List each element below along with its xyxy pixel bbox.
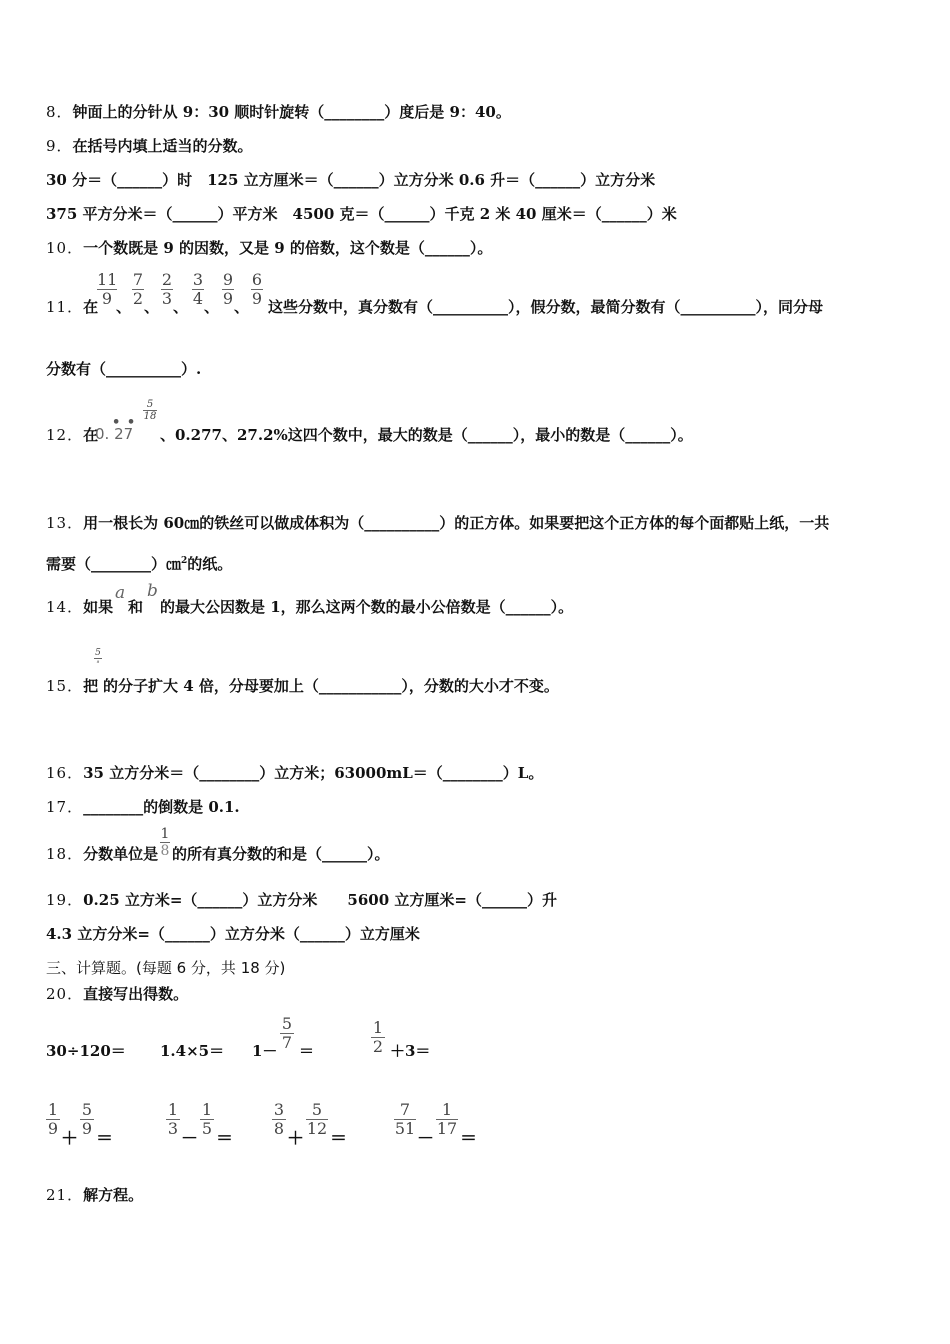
separator: 、 (204, 298, 220, 316)
question-13-continued (46, 551, 232, 574)
denominator: 4 (192, 289, 204, 308)
question-number: 17． (46, 798, 84, 816)
question-text: 在括号内填上适当的分数。 (72, 137, 253, 155)
equals-sign: ＝ (330, 1129, 347, 1149)
fraction-5-7 (280, 1015, 294, 1052)
question-number: 11． (46, 298, 84, 316)
numerator: 5 (146, 399, 154, 410)
variable-a: a (115, 583, 126, 603)
repeating-decimal: 0. 27 (95, 425, 134, 443)
fraction-5-9 (80, 1101, 94, 1138)
question-prefix: 分数单位是 (83, 845, 159, 863)
question-prefix: 把 (83, 677, 99, 695)
denominator: 17 (436, 1119, 458, 1138)
denominator: 9 (222, 289, 234, 308)
question-11 (46, 297, 98, 317)
numerator: 9 (222, 270, 234, 289)
numerator: 5 (311, 1100, 323, 1119)
fraction-2-3 (161, 271, 173, 308)
question-9 (46, 136, 253, 156)
question-14 (46, 597, 113, 617)
separator: 、 (173, 298, 189, 316)
fraction-6-9 (251, 271, 263, 308)
fraction-7-2 (132, 271, 144, 308)
fraction-1-8 (160, 826, 170, 859)
question-number: 19． (46, 891, 84, 909)
question-text: 用一根长为 60㎝的铁丝可以做成体积为（__________）的正方体。如果要把这个正方体的每个面都贴上纸，一共 (83, 514, 830, 532)
question-number: 9． (46, 137, 73, 155)
denominator: 2 (132, 289, 144, 308)
question-prefix: 如果 (83, 598, 114, 616)
question-9-row-2: 375 平方分米＝（______）平方米 4500 克＝（______）千克 2 米 40 厘米＝（______）米 (46, 205, 677, 223)
question-17 (46, 797, 240, 817)
expression-2: 1.4×5＝ (160, 1042, 225, 1060)
denominator: 7 (281, 1033, 293, 1052)
equals-sign: ＝ (299, 1042, 315, 1060)
question-text: 的所有真分数的和是（______）。 (172, 845, 390, 863)
question-number: 21． (46, 1186, 84, 1204)
fraction-1-3 (166, 1101, 180, 1138)
fraction-5-18 (143, 399, 157, 422)
equals-sign: ＝ (460, 1129, 477, 1149)
separator: 、 (116, 298, 132, 316)
question-prefix: 在 (83, 298, 99, 316)
question-19-row-2: 4.3 立方分米=（______）立方分米（______）立方厘米 (46, 925, 420, 943)
numerator: 7 (132, 270, 144, 289)
question-text: 解方程。 (83, 1186, 144, 1204)
denominator: 2 (372, 1037, 384, 1056)
question-text: 这些分数中，真分数有（__________），假分数，最简分数有（__________），同分母 (268, 298, 824, 316)
text-part: 的纸。 (187, 555, 233, 573)
question-text: 一个数既是 9 的因数，又是 9 的倍数，这个数是（______）。 (83, 239, 493, 257)
question-number: 18． (46, 845, 84, 863)
question-19 (46, 890, 557, 910)
question-8 (46, 102, 511, 122)
numerator: 2 (161, 270, 173, 289)
question-number: 12． (46, 426, 84, 444)
question-text: 的分子扩大 4 倍，分母要加上（___________），分数的大小才不变。 (103, 677, 559, 695)
fraction-3-8 (272, 1101, 286, 1138)
fraction-5-12 (306, 1101, 328, 1138)
question-text: 、0.277、27.2%这四个数中，最大的数是（______），最小的数是（______）。 (160, 426, 693, 444)
question-text: 钟面上的分针从 9：30 顺时针旋转（________）度后是 9：40。 (72, 103, 511, 121)
numerator: 1 (201, 1100, 213, 1119)
question-16 (46, 763, 543, 783)
question-15 (46, 676, 98, 696)
numerator: 5 (81, 1100, 93, 1119)
fraction-11-9 (97, 271, 117, 308)
question-text: ________的倒数是 0.1. (83, 798, 240, 816)
equals-sign: ＝ (96, 1129, 113, 1149)
denominator: 12 (306, 1119, 328, 1138)
numerator: 5 (95, 648, 101, 658)
fraction-1-17 (436, 1101, 458, 1138)
numerator: 5 (281, 1014, 293, 1033)
denominator: 9 (101, 289, 113, 308)
plus-sign: ＋ (287, 1129, 304, 1149)
question-number: 8． (46, 103, 73, 121)
numerator: 11 (97, 270, 118, 289)
question-number: 14． (46, 598, 84, 616)
question-21 (46, 1185, 143, 1205)
question-prefix: 在 (83, 426, 99, 444)
question-number: 15． (46, 677, 84, 695)
numerator: 3 (273, 1100, 285, 1119)
minus-sign: － (181, 1129, 198, 1149)
denominator: 5 (201, 1119, 213, 1138)
expression-4-suffix: ＋3＝ (390, 1042, 431, 1060)
expression-1: 30÷120＝ (46, 1042, 126, 1060)
question-text: 的最大公因数是 1，那么这两个数的最小公倍数是（______）。 (160, 598, 574, 616)
denominator: 51 (394, 1119, 416, 1138)
text-part: 需要（________）㎝ (46, 555, 182, 573)
fraction-1-9 (46, 1101, 60, 1138)
denominator: 8 (96, 659, 100, 664)
numerator: 6 (251, 270, 263, 289)
question-18 (46, 844, 158, 864)
fraction-3-4 (192, 271, 204, 308)
fraction-1-2 (371, 1019, 385, 1056)
fraction-9-9 (222, 271, 234, 308)
question-number: 16． (46, 764, 84, 782)
question-text: 直接写出得数。 (83, 985, 189, 1003)
question-number: 20． (46, 985, 84, 1003)
numerator: 7 (399, 1100, 411, 1119)
denominator: 18 (143, 411, 157, 422)
numerator: 1 (47, 1100, 59, 1119)
denominator: 8 (273, 1119, 285, 1138)
question-20 (46, 984, 188, 1004)
separator: 、 (144, 298, 160, 316)
denominator: 9 (81, 1119, 93, 1138)
fraction-1-5 (200, 1101, 214, 1138)
denominator: 3 (167, 1119, 179, 1138)
plus-sign: ＋ (61, 1129, 78, 1149)
denominator: 8 (160, 843, 170, 859)
question-number: 10． (46, 239, 84, 257)
denominator: 9 (251, 289, 263, 308)
denominator: 3 (161, 289, 173, 308)
numerator: 3 (192, 270, 204, 289)
fraction-5-8 (94, 648, 102, 664)
numerator: 1 (441, 1100, 453, 1119)
numerator: 1 (167, 1100, 179, 1119)
question-row-1: 0.25 立方米=（______）立方分米 5600 立方厘米=（______）升 (83, 891, 557, 909)
minus-sign: － (417, 1129, 434, 1149)
numerator: 1 (372, 1018, 384, 1037)
section-title: 三、计算题。(每题 6 分，共 18 分) (46, 959, 286, 977)
expression-3-prefix: 1－ (252, 1042, 278, 1060)
question-13 (46, 513, 829, 533)
question-12 (46, 425, 98, 445)
separator: 、 (234, 298, 250, 316)
question-11-continued: 分数有（__________）. (46, 360, 202, 378)
superscript: 2 (181, 556, 188, 566)
fraction-7-51 (394, 1101, 416, 1138)
numerator: 1 (160, 826, 170, 842)
denominator: 9 (47, 1119, 59, 1138)
question-10 (46, 238, 492, 258)
variable-b: b (147, 581, 158, 601)
question-text: 35 立方分米＝（________）立方米；63000mL＝（________）L。 (83, 764, 544, 782)
question-number: 13． (46, 514, 84, 532)
repeating-dots: • • (112, 415, 137, 430)
connector-word: 和 (128, 598, 144, 616)
equals-sign: ＝ (216, 1129, 233, 1149)
question-9-row-1: 30 分＝（______）时 125 立方厘米＝（______）立方分米 0.6 升＝（______）立方分米 (46, 171, 656, 189)
